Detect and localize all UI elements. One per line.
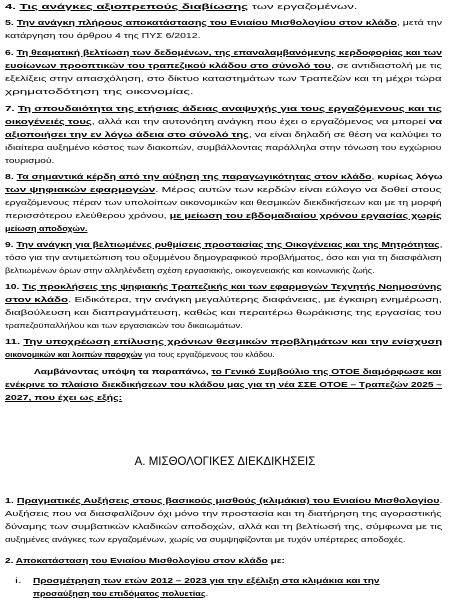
text-run: . Ειδικότερα, την ανάγκη μεγαλύτερης διαφάνειας, με έγκαιρη ενημέρωση, <box>68 295 442 304</box>
text-run: διαβούλευση και διαπραγμάτευση, καθώς και περαιτέρω θωράκισης της εργασίας του <box>5 308 442 317</box>
text-run: Τη σπουδαιότητα της ετήσιας άδειας αναψυχής για τους εργαζόμενους και τις <box>17 104 442 113</box>
item-11-line-2 <box>5 350 275 360</box>
item-8-line-4 <box>5 211 442 221</box>
text-run: Τα σημαντικά κέρδη από την αύξηση της παραγωγικότητας στον κλάδο <box>16 172 372 181</box>
text-run: κατάργηση του άρθρου 4 της ΠΥΣ 6/2012. <box>5 31 201 40</box>
text-run: Την ανάγκη πλήρους αποκατάστασης του Ενιαίου Μισθολογίου στον κλάδο <box>16 18 397 27</box>
text-run: , <box>371 172 378 181</box>
sub-i-number: i. <box>15 576 22 585</box>
item-10-line-2 <box>5 295 442 305</box>
item-5-line-1 <box>5 18 442 28</box>
text-run: , σε αντιδιαστολή με τις <box>330 61 442 70</box>
item-10-line-4 <box>5 321 243 331</box>
text-run: 2. <box>5 556 16 565</box>
text-run: χρηματοδότηση της οικονομίας. <box>5 87 194 96</box>
claim-2-line-1 <box>5 556 285 566</box>
text-run: 2027, που έχει ως εξής: <box>5 393 123 402</box>
item-4-line-1 <box>5 2 357 12</box>
text-run: Λαμβάνοντας υπόψη τα παραπάνω, <box>34 367 212 376</box>
text-run: για τους εργαζόμενους του κλάδου. <box>142 350 275 359</box>
text-run: με: <box>267 556 285 565</box>
item-9-line-1 <box>5 240 442 250</box>
text-run: Αυξήσεις που να διασφαλίζουν όχι μόνο την προστασία και τη διατήρηση της αγοραστικής <box>5 509 442 518</box>
text-run: Τις ανάγκες αξιοπρεπούς διαβίωσης <box>19 2 249 11</box>
text-run: εργαζόμενους πέραν των υπολοίπων οικονομικών και θεσμικών διεκδικήσεων και με τη μορφή <box>5 198 442 207</box>
claim-1-line-2 <box>5 509 442 519</box>
item-10-line-3 <box>5 308 442 318</box>
text-run: των ψηφιακών εφαρμογών <box>5 185 156 194</box>
text-run: με μείωση του εβδομαδιαίου χρόνου εργασίας χωρίς <box>169 211 442 220</box>
text-run: εξελίξεις στην απασχόληση, στο δίκτυο καταστημάτων των Τραπεζών και τη μέχρι τώρα <box>5 74 442 83</box>
text-run: βελτιωμένων όρων στην αλληλένδετη σχέση εργασιακής, οικογενειακής και κοινωνικής ζωής. <box>5 266 375 275</box>
item-6-line-3 <box>5 74 442 84</box>
text-run: . <box>439 496 443 505</box>
text-run: 9. <box>5 240 17 249</box>
text-run: να <box>428 117 443 126</box>
text-run: Προσμέτρηση των ετών 2012 – 2023 για την εξέλιξη στα κλιμάκια και την <box>33 576 380 585</box>
text-run: 6. <box>5 48 17 57</box>
item-6-line-1 <box>5 48 442 58</box>
item-8-line-2 <box>5 185 441 195</box>
text-run: 10. <box>5 282 23 291</box>
text-run: Πραγματικές Αυξήσεις στους βασικούς μισθούς (κλιμάκια) του Ενιαίου Μισθολογίου <box>16 496 440 505</box>
item-5-line-2 <box>5 31 200 41</box>
text-run: δύναμης των συμβατικών κλαδικών αποδοχών, αλλά και τη βελτίωσή της, σύμφωνα με τις <box>5 522 443 531</box>
item-8-line-3 <box>5 198 442 208</box>
item-9-line-3 <box>5 266 375 276</box>
text-run: 8. <box>5 172 17 181</box>
sub-i-line-1 <box>33 576 380 586</box>
text-run: , αλλά και την αυτονόητη ανάγκη που έχει ο εργαζόμενος να μπορεί <box>91 117 429 126</box>
item-8-line-5 <box>5 224 87 234</box>
claim-1-line-4 <box>5 535 405 545</box>
text-run: τουρισμού. <box>5 156 55 165</box>
text-run: στον κλάδο <box>5 295 69 304</box>
text-run: ενέκρινε το πλαίσιο διεκδικήσεων του κλάδου μας για τη νέα ΣΣΕ ΟΤΟΕ – Τραπεζών 2025 – <box>5 380 442 389</box>
text-run: το Γενικό Συμβούλιο της ΟΤΟΕ διαμόρφωσε και <box>211 367 442 376</box>
sub-i-line-2 <box>33 589 208 599</box>
item-6-line-4 <box>5 87 194 97</box>
intro-line-1 <box>34 367 441 377</box>
claim-1-line-3 <box>5 522 442 532</box>
item-7-line-2 <box>5 117 442 127</box>
text-run: Την υποχρέωση επίλυσης χρόνιων θεσμικών προβλημάτων και την ενίσχυση <box>23 337 443 346</box>
intro-line-2 <box>5 380 442 390</box>
text-run: ευοίωνων προοπτικών του τραπεζικού κλάδου στο σύνολό του <box>5 61 331 70</box>
text-run: , μετά την <box>396 18 443 27</box>
text-run: ιδιαίτερα αυξημένο κόστος των διακοπών, συμβάλλοντας παράλληλα στην τόνωση του εγχώριου <box>5 143 442 152</box>
text-run: . Μέρος αυτών των κερδών είναι εύλογο να δοθεί στους <box>155 185 442 194</box>
text-run: μείωση αποδοχών. <box>5 224 88 233</box>
text-run: 5. <box>5 18 17 27</box>
section-heading: Α. ΜΙΣΘΟΛΟΓΙΚΕΣ ΔΙΕΚΔΙΚΗΣΕΙΣ <box>134 456 316 468</box>
text-run: . <box>205 589 209 598</box>
text-run: , να είναι δηλαδή σε θέση να καλύψει το <box>248 130 442 139</box>
text-run: Την ανάγκη για βελτιωμένες ρυθμίσεις προστασίας της Οικογένειας και της Μητρότητας <box>16 240 440 249</box>
text-run: τραπεζοϋπαλλήλου και των εργασιακών του δικαιωμάτων. <box>5 321 243 330</box>
text-run: οικονομικών και λοιπών παροχών <box>5 350 143 359</box>
text-run: περισσότερου ελεύθερου χρόνου, <box>5 211 170 220</box>
text-run: 7. <box>5 104 18 113</box>
text-run: 1. <box>5 496 17 505</box>
item-8-line-1 <box>5 172 443 182</box>
item-7-line-3 <box>5 130 442 140</box>
item-7-line-5 <box>5 156 54 166</box>
text-run: Τη θεαματική βελτίωση των δεδομένων, της επαναλαμβανόμενης κερδοφορίας και των <box>16 48 442 57</box>
item-11-line-1 <box>5 337 442 347</box>
item-7-line-1 <box>5 104 442 114</box>
text-run: Τις προκλήσεις της ψηφιακής Τραπεζικής και των εφαρμογών Τεχνητής Νοημοσύνης <box>22 282 442 291</box>
item-10-line-1 <box>5 282 442 292</box>
item-6-line-2 <box>5 61 442 71</box>
text-run: των εργαζομένων. <box>248 2 358 11</box>
item-9-line-2 <box>5 253 442 263</box>
text-run: κυρίως λόγω <box>377 172 443 181</box>
text-run: τόσο για την αντιμετώπιση του οξυμμένου δημογραφικού προβλήματος, όσο και για τη διασφάλιση <box>5 253 442 262</box>
intro-line-3 <box>5 393 122 403</box>
text-run: αξιοποιήσει την εν λόγω άδεια στο σύνολό της <box>5 130 249 139</box>
claim-1-line-1 <box>5 496 442 506</box>
text-run: 11. <box>5 337 24 346</box>
text-run: Αποκατάσταση του Ενιαίου Μισθολογίου στον κλάδο <box>15 556 268 565</box>
text-run: προσαύξηση του επιδόματος πολυετίας <box>33 589 206 598</box>
item-7-line-4 <box>5 143 441 153</box>
text-run: 4. <box>5 2 20 11</box>
text-run: , <box>439 240 443 249</box>
text-run: οικογένειές τους <box>5 117 92 126</box>
text-run: αυξημένες ανάγκες των εργαζομένων, χωρίς να συμψηφίζονται με τυχόν υπέρτερες αποδοχές. <box>5 535 406 544</box>
